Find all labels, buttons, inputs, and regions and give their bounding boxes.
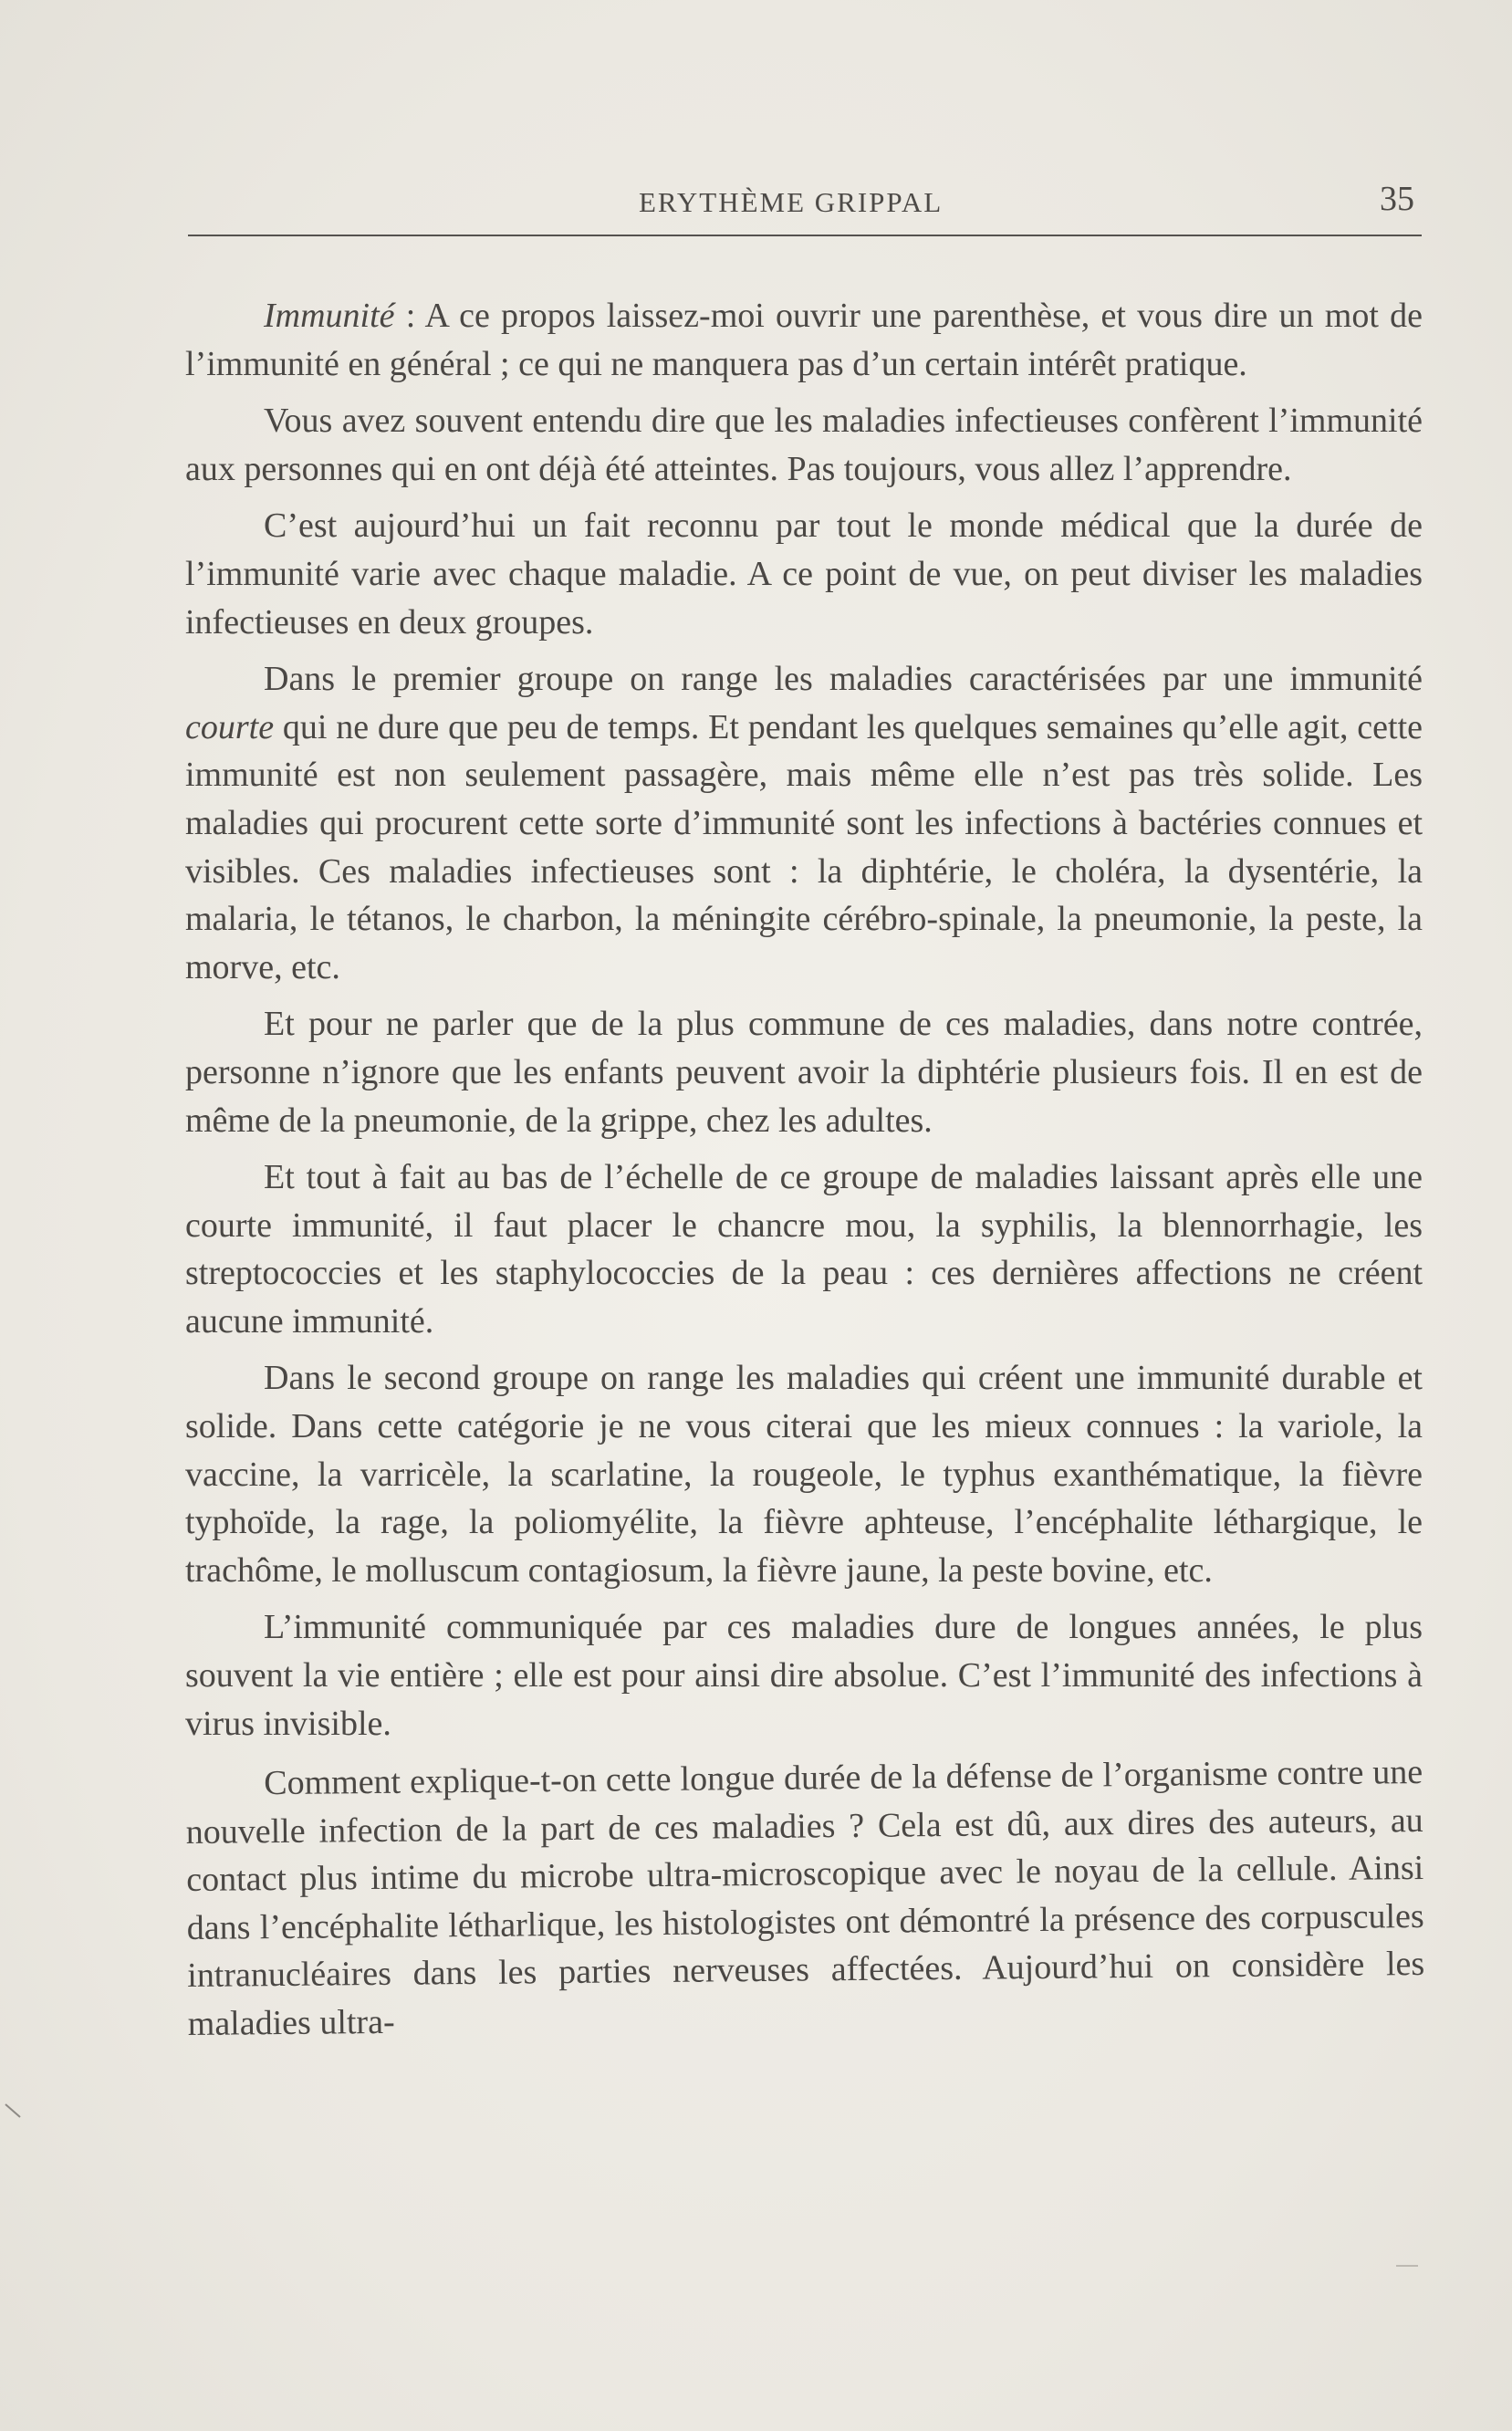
paragraph-text: qui ne dure que peu de temps. Et pendant les quelques semaines qu’elle agit, cette immunité est non seulement passagère, mais même elle n’est pas très solide. Les maladies qui procurent cette sorte d’immunité sont les infections à bactéries connues et visibles. Ces maladies infectieuses sont : la diphtérie, le choléra, la dysentérie, la malaria, le tétanos, le charbon, la méningite cérébro-spinale, la pneumonie, la peste, la morve, etc. — [185, 707, 1423, 986]
paragraph: Vous avez souvent entendu dire que les maladies infectieuses confèrent l’immunité aux personnes qui en ont déjà été atteintes. Pas toujours, vous allez l’apprendre. — [185, 402, 1423, 488]
header-rule — [188, 235, 1422, 236]
body-text — [185, 292, 1423, 2058]
paragraph-text: : A ce propos laissez-moi ouvrir une parenthèse, et vous dire un mot de l’immunité en général ; ce qui ne manquera pas d’un certain intérêt pratique. — [185, 297, 1423, 383]
margin-tick-mark — [0, 2099, 27, 2126]
paragraph: C’est aujourd’hui un fait reconnu par tout le monde médical que la durée de l’immunité varie avec chaque maladie. A ce point de vue, on peut diviser les maladies infectieuses en deux groupes. — [185, 506, 1423, 642]
paragraph-first-group — [185, 655, 1423, 991]
paragraph-second-group: Dans le second groupe on range les maladies qui créent une immunité durable et solide. Dans cette catégorie je ne vous citerai que les mieux connues : la variole, la vaccine, la varricèle, la scarlatine, la rougeole, le typhus exanthématique, la fièvre typhoïde, la rage, la poliomyélite, la fièvre aphteuse, l’encéphalite léthargique, le trachôme, le molluscum contagiosum, la fièvre jaune, la peste bovine, etc. — [185, 1359, 1423, 1590]
page-number: 35 — [1380, 180, 1414, 218]
margin-dash-mark — [1394, 2261, 1422, 2270]
paragraph: L’immunité communiquée par ces maladies dure de longues années, le plus souvent la vie entière ; elle est pour ainsi dire absolue. C’est l’immunité des infections à virus invisible. — [185, 1608, 1423, 1743]
lead-term: Immunité — [264, 297, 395, 335]
running-head — [0, 179, 1512, 224]
paragraph-continued: Comment explique-t-on cette longue durée de la défense de l’organisme contre une nouvelle infection de la part de ces maladies ? Cela est dû, aux dires des auteurs, au contact plus intime du microbe ultra-microscopique avec le noyau de la cellule. Ainsi dans l’encéphalite létharlique, les histologistes ont démontré la présence des corpuscules intranucléaires dans les parties nerveuses affectées. Aujourd’hui on considère les maladies ultra- — [185, 1753, 1425, 2044]
paragraph-text: Dans le premier groupe on range les maladies caractérisées par une immunité — [264, 660, 1423, 699]
emphasized-word: courte — [185, 707, 275, 746]
paragraph-immunite — [185, 292, 1423, 388]
paragraph: Et tout à fait au bas de l’échelle de ce groupe de maladies laissant après elle une courte immunité, il faut placer le chancre mou, la syphilis, la blennorrhagie, les streptococcies et les staphylococcies de la peau : ces dernières affections ne créent aucune immunité. — [185, 1158, 1423, 1341]
running-title: ERYTHÈME GRIPPAL — [639, 186, 944, 218]
paragraph: Et pour ne parler que de la plus commune de ces maladies, dans notre contrée, personne n’ignore que les enfants peuvent avoir la diphtérie plusieurs fois. Il en est de même de la pneumonie, de la grippe, chez les adultes. — [185, 1005, 1423, 1140]
